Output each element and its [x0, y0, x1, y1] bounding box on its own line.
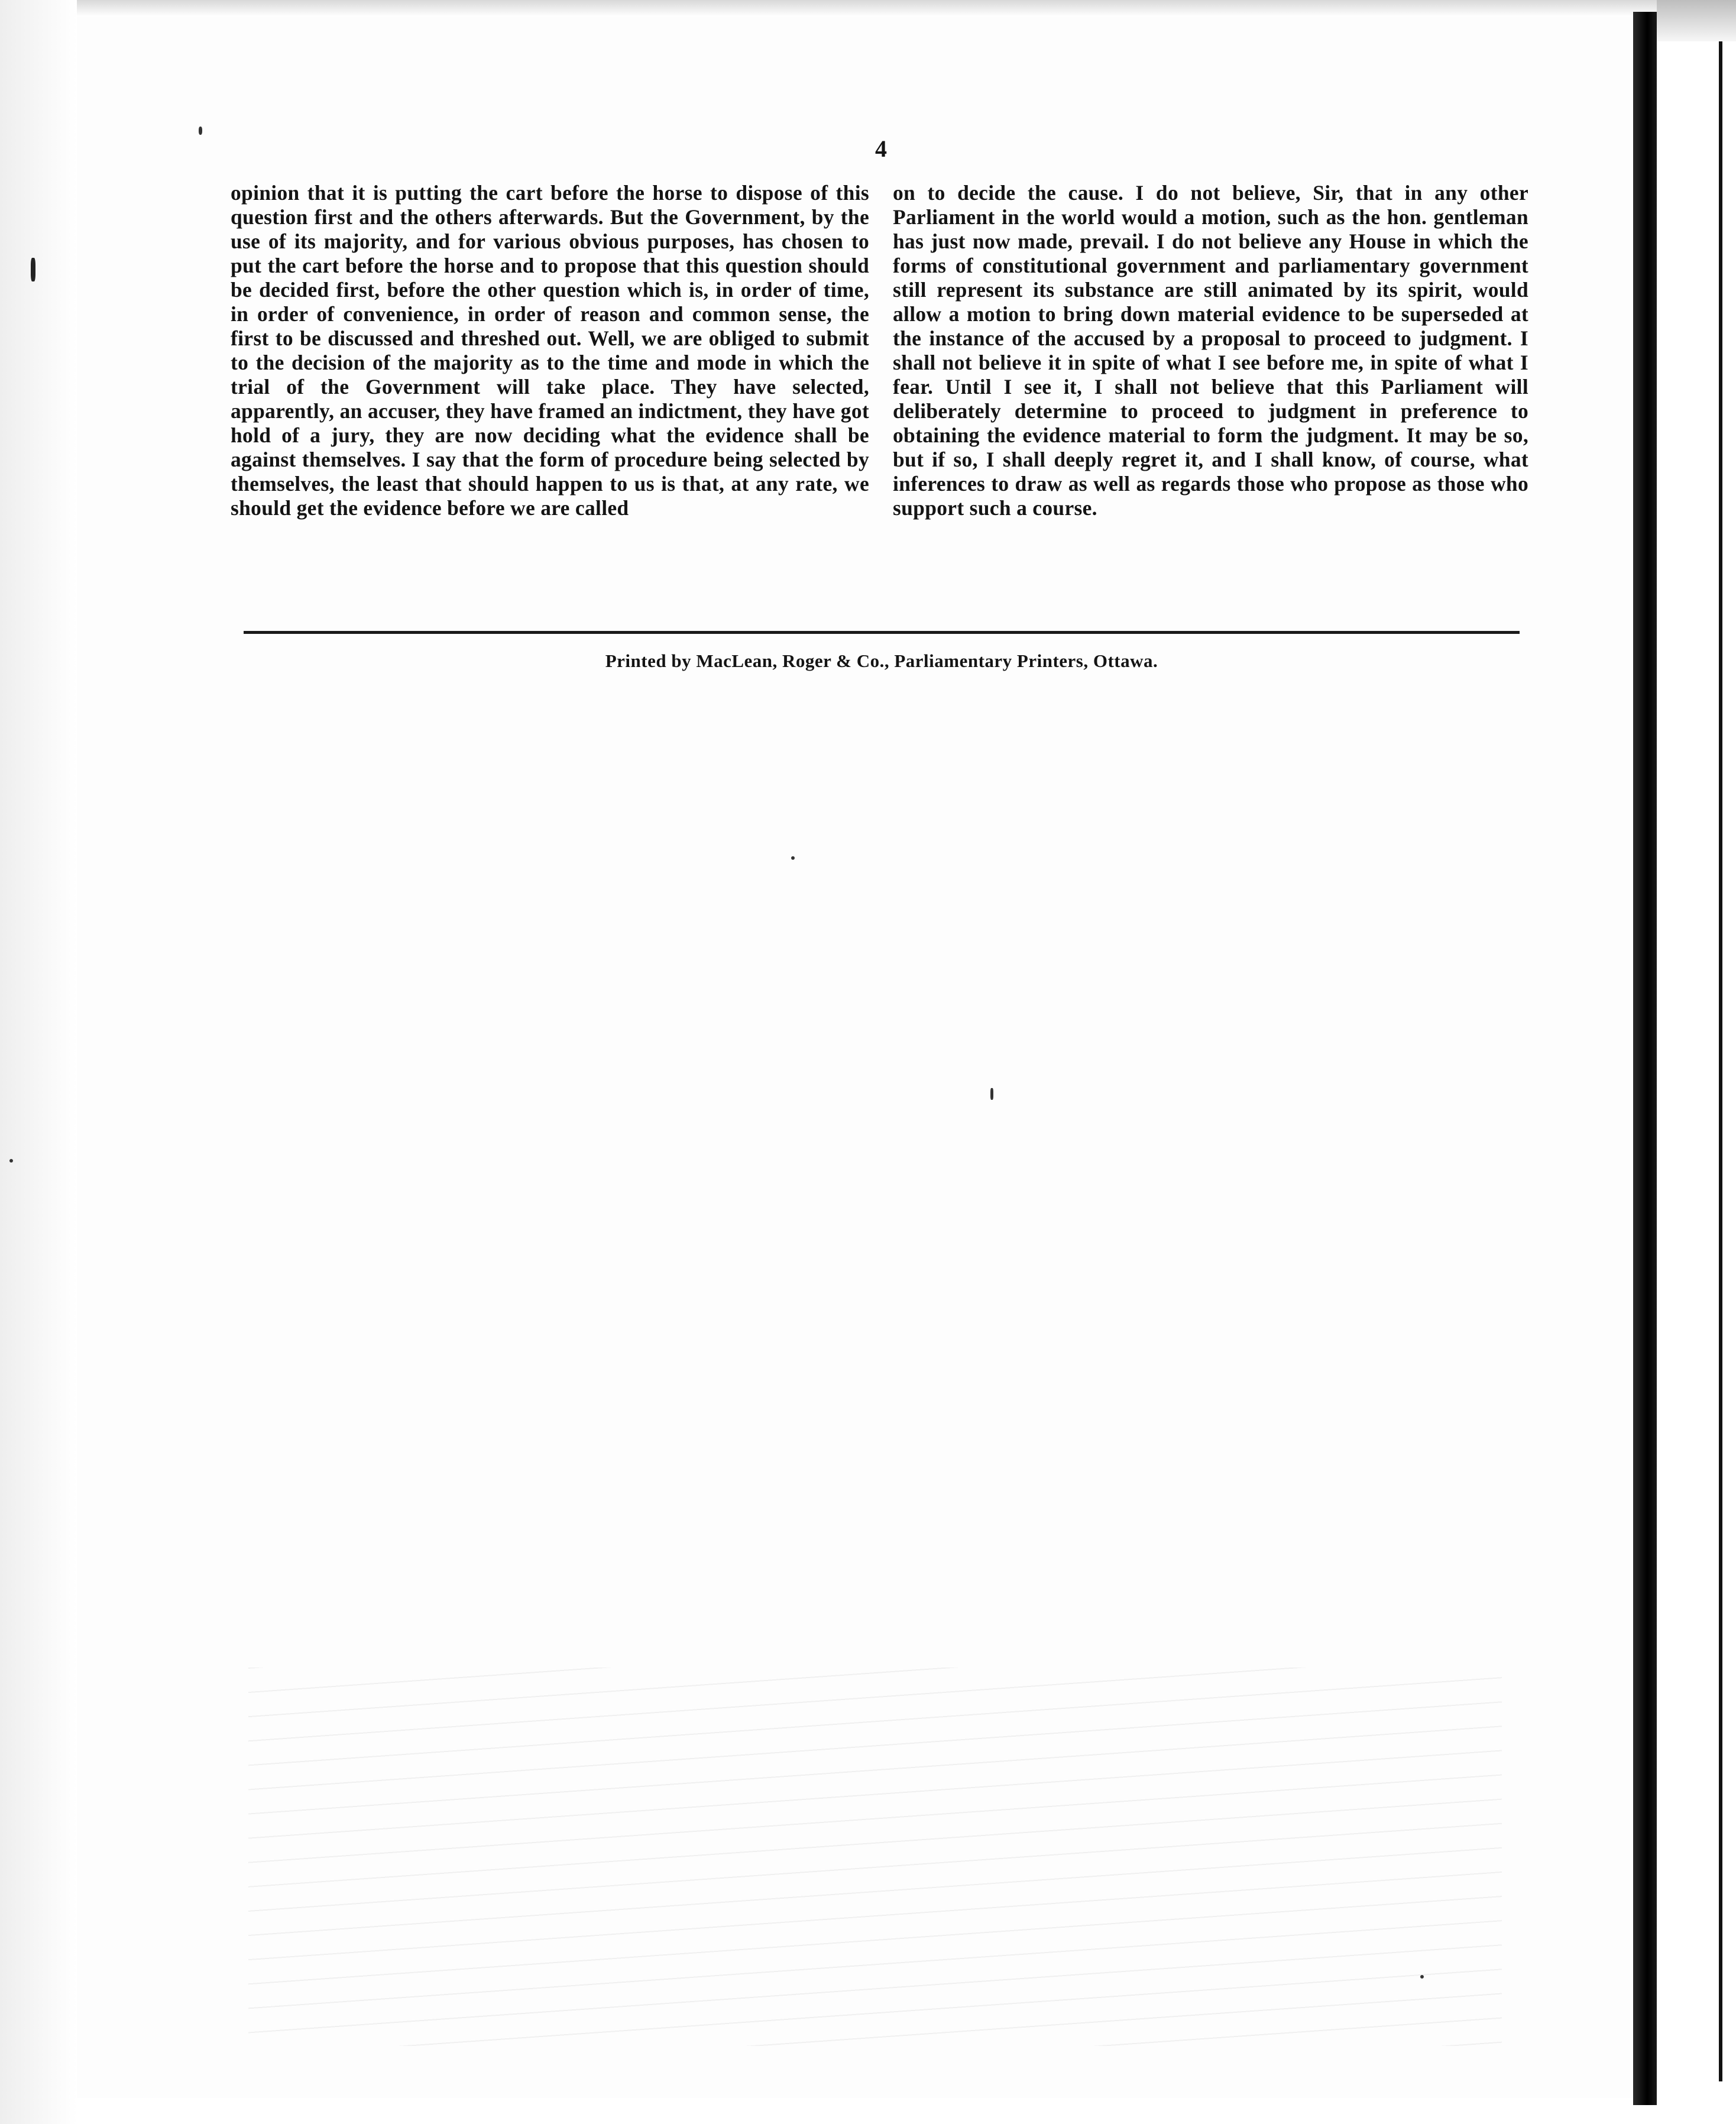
scan-speck: [990, 1088, 993, 1100]
page-binding-edge: [1633, 12, 1657, 2105]
right-text-column: [893, 181, 1528, 520]
show-through-text: [248, 1668, 1502, 2046]
scan-shadow-right: [1657, 0, 1736, 47]
page-number: 4: [875, 135, 887, 162]
left-column-paragraph: opinion that it is putting the cart before the horse to dispose of this question first and the others afterwards. But the Government, by the use of its majority, and for various obvious purposes, has chosen to put the cart before the horse and to propose that this question should be decided first, before the other question which is, in order of time, in order of convenience, in order of reason and common sense, the first to be discussed and threshed out. Well, we are obliged to submit to the decision of the majority as to the time and mode in which the trial of the Government will take place. They have selected, apparently, an accuser, they have framed an indictment, they have got hold of a jury, they are now deciding what the evidence shall be against themselves. I say that the form of procedure being selected by themselves, the least that should happen to us is that, at any rate, we should get the evidence before we are called: [231, 181, 869, 520]
footer-divider-rule: [244, 631, 1520, 634]
scan-speck: [9, 1159, 13, 1163]
right-column-paragraph: on to decide the cause. I do not believe, Sir, that in any other Parliament in the world would a motion, such as the hon. gentleman has just now made, prevail. I do not believe any House in which the forms of constitutional government and parliamentary government still represent its substance are still animated by its spirit, would allow a motion to bring down material evidence to be superseded at the instance of the accused by a proposal to proceed to judgment. I shall not believe it in spite of what I see before me, in spite of what I fear. Until I see it, I shall not believe that this Parliament will deliberately determine to proceed to judgment in preference to obtaining the evidence material to form the judgment. It may be so, but if so, I shall deeply regret it, and I shall know, of course, what inferences to draw as well as regards those who propose as those who support such a course.: [893, 181, 1528, 520]
scan-border-left: [0, 0, 77, 2124]
printer-imprint: Printed by MacLean, Roger & Co., Parliamentary Printers, Ottawa.: [605, 650, 1158, 671]
scan-speck: [31, 258, 35, 281]
scan-margin-right: [1657, 41, 1736, 2081]
scan-border-top: [0, 0, 1736, 17]
left-text-column: [231, 181, 869, 520]
scan-speck: [791, 856, 795, 860]
scan-speck: [199, 127, 202, 135]
scan-edge-line: [1719, 41, 1722, 2081]
